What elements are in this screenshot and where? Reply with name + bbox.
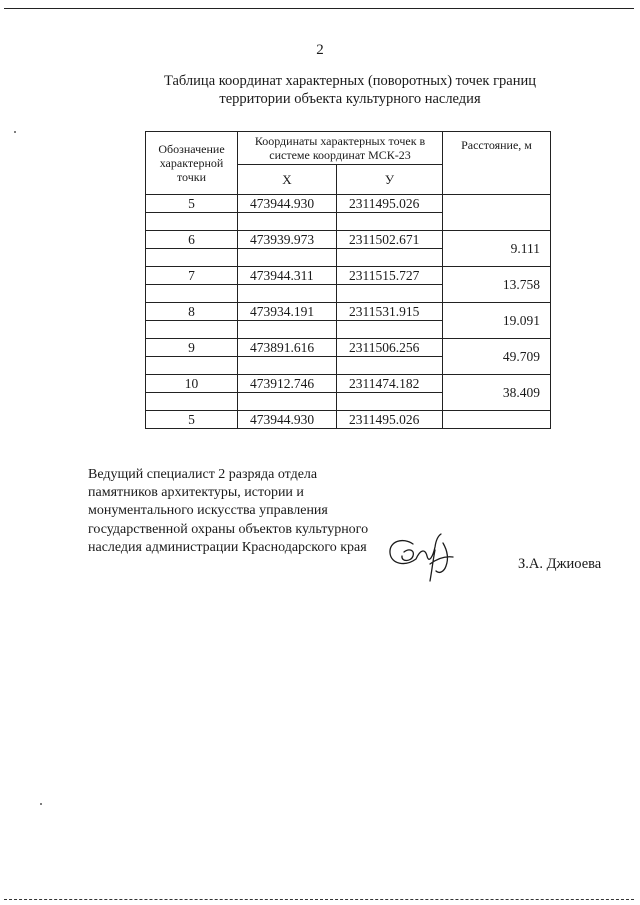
segment-blank-cell — [146, 321, 238, 339]
table-header-row — [146, 132, 551, 165]
distance-cell-empty — [443, 195, 551, 231]
y-cell: 2311495.026 — [337, 195, 443, 213]
segment-blank-cell — [238, 213, 337, 231]
distance-cell: 49.709 — [443, 339, 551, 375]
coordinates-table — [145, 131, 551, 429]
header-y: У — [337, 165, 443, 195]
x-cell: 473944.311 — [238, 267, 337, 285]
point-id-cell: 9 — [146, 339, 238, 357]
segment-blank-cell — [238, 357, 337, 375]
scan-edge-top — [4, 8, 634, 9]
y-cell: 2311495.026 — [337, 411, 443, 429]
point-row — [146, 375, 551, 393]
point-row — [146, 303, 551, 321]
segment-blank-cell — [146, 393, 238, 411]
signer-name: З.А. Джиоева — [518, 556, 602, 572]
handwritten-signature — [383, 528, 463, 583]
x-cell: 473912.746 — [238, 375, 337, 393]
segment-blank-cell — [337, 357, 443, 375]
segment-blank-cell — [238, 285, 337, 303]
point-id-cell: 5 — [146, 411, 238, 429]
segment-blank-cell — [146, 285, 238, 303]
y-cell: 2311474.182 — [337, 375, 443, 393]
point-id-cell: 5 — [146, 195, 238, 213]
segment-blank-cell — [337, 321, 443, 339]
y-cell: 2311515.727 — [337, 267, 443, 285]
x-cell: 473934.191 — [238, 303, 337, 321]
signer-position: Ведущий специалист 2 разряда отдела памятников архитектуры, истории и монументального искусства управления государственной охраны объектов культурного наследия администрации Краснодарского края — [88, 467, 369, 555]
page-number: 2 — [316, 42, 324, 58]
segment-blank-cell — [146, 213, 238, 231]
point-row — [146, 267, 551, 285]
distance-cell: 38.409 — [443, 375, 551, 411]
scan-speck — [40, 803, 42, 805]
segment-blank-cell — [337, 213, 443, 231]
distance-cell-empty — [443, 411, 551, 429]
header-distance: Расстояние, м — [443, 132, 551, 195]
segment-blank-cell — [238, 321, 337, 339]
point-id-cell: 10 — [146, 375, 238, 393]
scan-speck — [14, 131, 16, 133]
scan-edge-bottom — [4, 899, 634, 900]
segment-blank-cell — [146, 357, 238, 375]
x-cell: 473939.973 — [238, 231, 337, 249]
segment-blank-cell — [238, 393, 337, 411]
segment-blank-cell — [337, 285, 443, 303]
document-title: Таблица координат характерных (поворотных) точек границ территории объекта культурного наследия — [163, 73, 536, 107]
point-row — [146, 231, 551, 249]
distance-cell: 9.111 — [443, 231, 551, 267]
segment-blank-cell — [238, 249, 337, 267]
point-id-cell: 8 — [146, 303, 238, 321]
point-row — [146, 339, 551, 357]
point-row — [146, 195, 551, 213]
point-row — [146, 411, 551, 429]
point-id-cell: 7 — [146, 267, 238, 285]
point-id-cell: 6 — [146, 231, 238, 249]
header-coords: Координаты характерных точек в системе координат МСК-23 — [238, 132, 443, 165]
x-cell: 473944.930 — [238, 411, 337, 429]
y-cell: 2311506.256 — [337, 339, 443, 357]
y-cell: 2311531.915 — [337, 303, 443, 321]
y-cell: 2311502.671 — [337, 231, 443, 249]
distance-cell: 19.091 — [443, 303, 551, 339]
segment-blank-cell — [337, 249, 443, 267]
x-cell: 473944.930 — [238, 195, 337, 213]
x-cell: 473891.616 — [238, 339, 337, 357]
header-point: Обозначение характерной точки — [146, 132, 238, 195]
segment-blank-cell — [146, 249, 238, 267]
segment-blank-cell — [337, 393, 443, 411]
header-x: X — [238, 165, 337, 195]
distance-cell: 13.758 — [443, 267, 551, 303]
